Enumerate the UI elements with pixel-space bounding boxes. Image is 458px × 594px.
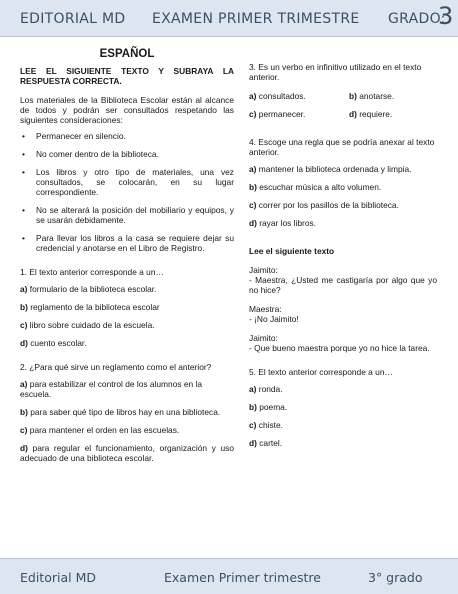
question-1-option-c[interactable]: c) libro sobre cuidado de la escuela. (20, 320, 155, 330)
question-3-option-c[interactable]: c) permanecer. (249, 109, 306, 119)
question-5-option-d[interactable]: d) cartel. (249, 438, 283, 448)
dialog-speaker: Jaimito: (249, 333, 278, 343)
header-grade-number: 3 (438, 2, 454, 30)
question-2-option-d[interactable]: d) para regular el funcionamiento, organización y uso adecuado de una biblioteca escolar. (20, 443, 234, 463)
list-item: • Los libros y otro tipo de materiales, una vez consultados, se colocarán, en su lugar correspondiente. (22, 167, 234, 197)
intro-text: Los materiales de la Biblioteca Escolar están al alcance de todos y podrán ser consultados respetando las siguientes consideraciones: (20, 95, 234, 125)
question-1-option-a[interactable]: a) formulario de la biblioteca escolar. (20, 284, 157, 294)
question-1-option-b[interactable]: b) reglamento de la biblioteca escolar (20, 302, 160, 312)
list-item: • No se alterará la posición del mobiliario y equipos, y se usarán debidamente. (22, 205, 234, 225)
dialog-speaker: Maestra: (249, 304, 282, 314)
footer-grade: 3° grado (368, 570, 423, 585)
rules-list (20, 131, 234, 253)
question-4-option-d[interactable]: d) rayar los libros. (249, 218, 317, 228)
reading-title: Lee el siguiente texto (249, 246, 335, 256)
question-4-option-a[interactable]: a) mantener la biblioteca ordenada y limpia. (249, 164, 412, 174)
page-footer (0, 558, 458, 594)
question-4: 4. Escoge una regla que se podría anexar al texto anterior. (249, 137, 435, 157)
dialog-line: - Que bueno maestra porque yo no hice la tarea. (249, 343, 430, 353)
question-4-option-c[interactable]: c) correr por los pasillos de la biblioteca. (249, 200, 399, 210)
dialog-speaker: Jaimito: (249, 265, 278, 275)
page-header (0, 0, 458, 37)
dialog-line: - ¡No Jaimito! (249, 314, 299, 324)
left-column (20, 48, 234, 471)
question-5-option-c[interactable]: c) chiste. (249, 420, 283, 430)
list-item: • Permanecer en silencio. (22, 131, 126, 141)
instruction: LEE EL SIGUIENTE TEXTO Y SUBRAYA LA RESPUESTA CORRECTA. (20, 66, 234, 86)
question-3: 3. Es un verbo en infinitivo utilizado en el texto anterior. (249, 62, 422, 82)
question-3-option-b[interactable]: b) anotarse. (349, 91, 395, 101)
list-item: • No comer dentro de la biblioteca. (22, 149, 159, 159)
question-2-option-b[interactable]: b) para saber qué tipo de libros hay en una biblioteca. (20, 407, 221, 417)
footer-exam: Examen Primer trimestre (164, 570, 321, 585)
question-1-option-d[interactable]: d) cuento escolar. (20, 338, 87, 348)
right-column (249, 62, 437, 456)
header-grade-label: GRADO: (388, 11, 446, 27)
question-4-option-b[interactable]: b) escuchar música a alto volumen. (249, 182, 382, 192)
question-5-option-a[interactable]: a) ronda. (249, 384, 283, 394)
dialog-line: - Maestra, ¿Usted me castigaría por algo que yo no hice? (249, 275, 437, 295)
question-2: 2. ¿Para qué sirve un reglamento como el anterior? (20, 362, 212, 372)
question-3-row-1 (249, 91, 437, 101)
footer-editorial: Editorial MD (20, 570, 96, 585)
question-3-row-2 (249, 109, 437, 119)
header-exam-title: EXAMEN PRIMER TRIMESTRE (152, 11, 360, 27)
question-5: 5. El texto anterior corresponde a un… (249, 367, 393, 377)
question-1: 1. El texto anterior corresponde a un… (20, 267, 164, 277)
question-2-option-c[interactable]: c) para mantener el orden en las escuelas. (20, 425, 180, 435)
question-3-option-d[interactable]: d) requiere. (349, 109, 393, 119)
question-3-option-a[interactable]: a) consultados. (249, 91, 306, 101)
question-2-option-a[interactable]: a) para estabilizar el control de los alumnos en la escuela. (20, 379, 203, 399)
list-item: • Para llevar los libros a la casa se requiere dejar su credencial y anotarse en el Libro de Registro. (22, 233, 234, 253)
subject-title: ESPAÑOL (99, 48, 155, 60)
header-editorial: EDITORIAL MD (20, 11, 126, 27)
question-5-option-b[interactable]: b) poema. (249, 402, 288, 412)
